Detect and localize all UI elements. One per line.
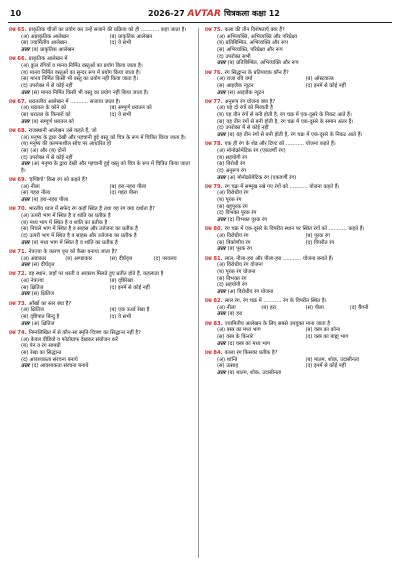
answer-label: उत्तर xyxy=(217,60,226,67)
answer-text: (ब) हरा-नहरा पीला xyxy=(31,197,69,204)
question-text: भारतीय ध्वज में सफेद रंग कहाँ स्थित है तथा यह रंग क्या दर्शाता है? xyxy=(28,206,155,213)
option-text: (द) विभक्त पूरक रंग xyxy=(217,210,257,217)
question-header xyxy=(9,56,195,63)
answer-line xyxy=(205,370,391,377)
question-header xyxy=(9,27,195,34)
options-list xyxy=(205,105,391,132)
question-text: ज्यामितीय आलेखन के लिए सबसे उपयुक्त माना जाता है xyxy=(224,320,330,327)
question-number: प्रश्न 76. xyxy=(205,69,223,76)
question-text: रंग चक्र में एक-दूसरे के विपरीत स्थान पर स्थित रंगों को ........... कहते हैं। xyxy=(224,226,365,233)
answer-line xyxy=(9,240,195,247)
question-number: प्रश्न 73. xyxy=(9,300,27,307)
question-number: प्रश्न 65. xyxy=(9,27,27,33)
answer-line xyxy=(205,60,391,67)
answer-label: उत्तर xyxy=(21,291,30,298)
option-text: (अ) विरोधीय रंग xyxy=(217,233,249,239)
option-text: (स) ज्यामितीय आलेखन xyxy=(21,40,67,47)
question-header xyxy=(9,128,195,135)
options-list xyxy=(9,63,195,90)
answer-line xyxy=(9,119,195,126)
question-number: प्रश्न 74. xyxy=(9,329,27,336)
question-number: प्रश्न 69. xyxy=(9,177,27,184)
answer-label: उत्तर xyxy=(21,46,30,53)
answer-text: (अ) विरोधीय रंग योजना xyxy=(227,288,274,295)
answer-line xyxy=(9,363,195,370)
question-text: लाल रंग, रंग चक्र में ........... रंग के विपरीत स्थित है। xyxy=(224,298,327,305)
option-text: (द) इनमें से कोई नहीं xyxy=(305,363,346,370)
question-block xyxy=(9,99,195,126)
option-text: (स) निचले भाग में स्थित है व साहस और उत्तेजना का प्रतीक है xyxy=(21,226,138,233)
page-number: 10 xyxy=(10,9,22,18)
answer-label: उत्तर xyxy=(217,311,226,318)
question-text: रंग चक्र में सम्मुख रखे गए रंगों को ........... योजना कहते हैं। xyxy=(224,183,340,190)
option-text: (स) आइज़ैक न्यूटन xyxy=(217,82,254,89)
option-text: (द) गहरा पीला xyxy=(109,190,138,197)
question-text: एक ही रंग के शेड और टिण्ट को ........... योजना कहते हैं। xyxy=(224,141,336,148)
question-header xyxy=(205,226,391,233)
answer-label: उत्तर xyxy=(21,262,30,269)
answer-line xyxy=(9,161,195,174)
option-text: (स) (अ) और (ब) दोनों xyxy=(21,147,66,154)
option-text: (अ) ऊपरी भाग में स्थित है व शांति का प्रतीक है xyxy=(21,213,111,220)
answer-line xyxy=(205,289,391,296)
answer-label: उत्तर xyxy=(21,239,30,246)
question-header xyxy=(205,350,391,357)
answer-label: उत्तर xyxy=(217,132,226,139)
option-text: (अ) नेत्रज्या xyxy=(21,278,44,285)
options-list xyxy=(9,34,195,47)
answer-text: (द) वस्त्र का मध्य भाग xyxy=(227,340,271,347)
question-text: प्राकृतिक आलेखन में xyxy=(28,56,68,63)
options-list xyxy=(205,305,391,312)
question-block xyxy=(205,70,391,97)
question-number: प्रश्न 82. xyxy=(205,298,223,305)
question-number: प्रश्न 71. xyxy=(9,248,27,255)
question-text: वह स्थान, जहाँ पर धरती व आकाश मिलते हुए प्रतीत होते हैं, कहलाता है xyxy=(28,271,164,278)
options-list xyxy=(9,213,195,240)
option-text: (अ) अभिव्यक्ति, अभिव्यक्ति और परिप्रेक्ष्य xyxy=(217,33,297,40)
question-text: अनुरूप रंग योजना क्या है? xyxy=(224,98,276,105)
question-header xyxy=(205,141,391,148)
options-list xyxy=(205,233,391,246)
option-text: (द) ये सभी xyxy=(109,314,132,320)
option-text: (अ) क्षितिज xyxy=(21,307,44,314)
answer-label: उत्तर xyxy=(217,340,226,347)
option-text: (स) त्रिकोणीय रंग xyxy=(217,239,251,246)
answer-label: उत्तर xyxy=(217,89,226,96)
option-text: (ब) मातम, शोक, उदासीनता xyxy=(305,356,360,363)
answer-line xyxy=(205,217,391,224)
question-block xyxy=(205,321,391,348)
option-text: (ब) प्राकृतिक आलेखन xyxy=(109,33,153,40)
question-block xyxy=(205,141,391,181)
question-number: प्रश्न 78. xyxy=(205,141,223,148)
option-text: (द) इनमें से कोई नहीं xyxy=(109,284,150,291)
option-text: (ब) हरा xyxy=(261,304,277,311)
answer-text: (स) आइज़ैक न्यूटन xyxy=(227,89,265,96)
option-text: (द) ऊपरी भाग में स्थित है व साहस और उत्तेजना का प्रतीक है xyxy=(21,233,137,239)
right-column xyxy=(205,27,391,379)
answer-text: (स) मानव निर्मित किसी भी वस्तु का प्रयोग नहीं किया जाता है। xyxy=(31,89,149,96)
option-text: (ब) सहयोगी रंग xyxy=(217,154,248,161)
answer-text: (ब) प्रतिबिम्बित, अभिव्यक्ति और रूप xyxy=(227,60,299,67)
question-number: प्रश्न 67. xyxy=(9,98,27,105)
answer-label: उत्तर xyxy=(217,288,226,295)
question-block xyxy=(205,184,391,224)
answer-line xyxy=(205,341,391,348)
question-header xyxy=(205,298,391,305)
options-list xyxy=(205,327,391,340)
answer-line xyxy=(9,262,195,269)
option-text: (ब) प्रतिबिम्बित, अभिव्यक्ति और रूप xyxy=(217,40,288,47)
question-number: प्रश्न 66. xyxy=(9,56,27,63)
options-list xyxy=(205,34,391,61)
option-text: (द) उपरोक्त सभी xyxy=(217,53,251,60)
answer-text: (ब) प्राकृतिक आलेखन xyxy=(31,46,75,53)
option-text: (स) अभिव्यक्ति, परिप्रेक्ष्य और रूप xyxy=(217,46,283,53)
question-number: प्रश्न 83. xyxy=(205,320,223,327)
header-year: 2026-27 xyxy=(148,9,185,18)
question-block xyxy=(9,301,195,328)
option-text: (ब) मानव निर्मित वस्तुओं का सुन्दर रूप में प्रयोग किया जाता है। xyxy=(21,69,141,76)
option-text: (स) दीर्घवृत्त xyxy=(109,255,133,262)
option-text: (अ) मोनोक्रोमेटिक रंग (एकवर्णी रंग) xyxy=(217,147,286,154)
option-text: (स) पीला xyxy=(305,304,324,311)
option-text: (द) इनमें से कोई नहीं xyxy=(305,82,346,89)
option-text: (स) दृष्टिपात बिन्दु है xyxy=(21,314,60,320)
option-text: (स) वस्त्र के किनारे xyxy=(217,333,253,340)
question-text: लाल, नीला-हरा और पीला-हरा ........... योजना बनाते हैं। xyxy=(224,255,334,262)
question-block xyxy=(9,177,195,204)
option-text: (अ) नीला xyxy=(217,304,236,311)
option-text: (द) ये सभी xyxy=(109,40,132,47)
option-text: (द) सहयोगी रंग xyxy=(217,282,248,289)
option-text: (अ) शान्ति xyxy=(217,356,238,363)
answer-label: उत्तर xyxy=(217,174,226,181)
question-header xyxy=(205,27,391,34)
question-block xyxy=(9,249,195,269)
option-text: (ब) पूरक रंग xyxy=(305,233,330,239)
answer-line xyxy=(205,246,391,253)
question-number: प्रश्न 72. xyxy=(9,271,27,278)
option-text: (ब) दृष्टिरेखा xyxy=(109,278,133,285)
answer-label: उत्तर xyxy=(21,89,30,96)
question-header xyxy=(9,249,195,256)
answer-text: (ब) पूरक रंग xyxy=(227,246,252,253)
question-block xyxy=(205,27,391,67)
question-block xyxy=(9,271,195,298)
option-text: (द) ये सभी xyxy=(109,112,132,119)
option-text: (अ) कुल रंगियों व मानव निर्मित वस्तुओं का प्रयोग किया जाता है। xyxy=(21,62,143,69)
option-text: (अ) विरोधीय रंग योजना xyxy=(217,262,263,269)
answer-text: (ब) हरा xyxy=(227,311,243,318)
question-block xyxy=(9,128,195,175)
answer-label: उत्तर xyxy=(217,246,226,253)
answer-text: (अ) क्षितिज xyxy=(31,320,55,327)
question-block xyxy=(9,206,195,246)
options-list xyxy=(9,337,195,364)
option-text: (द) परवलय xyxy=(153,255,177,262)
question-number: प्रश्न 81. xyxy=(205,255,223,262)
option-text: (ब) मनुष्य की कल्पनाशील सोच पर आधारित हो xyxy=(21,141,112,148)
option-text: (स) धरातल के किनारों को xyxy=(21,112,71,119)
options-list xyxy=(9,105,195,118)
option-text: (ब) ओस्टवाल्ड xyxy=(305,76,334,83)
question-number: प्रश्न 84. xyxy=(205,349,223,356)
option-text: (अ) नीला xyxy=(21,183,40,190)
option-text: (अ) विरोधीय रंग xyxy=(217,190,249,197)
option-text: (अ) अंडाकार xyxy=(21,255,47,262)
option-text: (ब) हरा-नहरा पीला xyxy=(109,183,147,190)
question-block xyxy=(205,298,391,318)
answer-line xyxy=(9,321,195,328)
options-list xyxy=(205,148,391,175)
question-text: नेत्रज्या के कारण वृत्त को कैसा बनाया जाता है? xyxy=(28,248,118,255)
question-block xyxy=(9,330,195,370)
header-rule xyxy=(8,22,392,23)
option-text: (अ) यह दो रंगों को मिलाती है xyxy=(217,105,273,112)
option-text: (स) रेखा का सिद्धान्त xyxy=(21,349,62,356)
answer-label: उत्तर xyxy=(21,197,30,204)
question-block xyxy=(205,350,391,377)
option-text: (द) विपरीत रंग xyxy=(305,239,335,246)
header-subject: चित्रकला कक्षा 12 xyxy=(223,9,280,18)
question-text: निम्नलिखित में से कौन-सा स्मृति-चित्रण का सिद्धान्त नहीं है? xyxy=(28,329,141,336)
option-text: (ब) मध्य भाग में स्थित है व शांति का प्रतीक है xyxy=(21,219,108,226)
answer-text: (द) विभक्त पूरक रंग xyxy=(227,217,268,224)
question-block xyxy=(205,226,391,253)
answer-label: उत्तर xyxy=(217,217,226,224)
answer-text: (ब) मध्य भाग में स्थित है व शांति का प्रतीक है xyxy=(31,239,118,246)
question-number: प्रश्न 70. xyxy=(9,206,27,213)
option-text: (स) क्षितिज xyxy=(21,284,44,291)
option-text: (अ) धरातल के कोने को xyxy=(21,105,67,112)
option-text: (स) मानव निर्मित किसी भी वस्तु का प्रयोग नहीं किया जाता है। xyxy=(21,76,138,83)
question-header xyxy=(9,330,195,337)
option-text: (अ) केवल वीडियो व फोटोग्राफ देखकर संयोजन करें xyxy=(21,336,118,343)
answer-text: (ब) मातम, शोक, उदासीनता xyxy=(227,369,282,376)
answer-text: (ब) यह तीन रंगों से बनी होती है, रंग चक्र में एक-दूसरे के निकट आते हैं। xyxy=(227,132,363,139)
option-text: (स) गहरा नीला xyxy=(21,190,51,197)
answer-line xyxy=(9,291,195,298)
option-text: (ब) अण्डाकार xyxy=(65,255,92,262)
option-text: (द) आवश्यकता संरचना बनाये xyxy=(21,356,78,363)
question-text: काला रंग किसका प्रतीक है? xyxy=(224,349,278,356)
question-text: धरातलीय आलेखन में ........... सजाया जाता है। xyxy=(28,98,121,105)
option-text: (द) उपरोक्त में से कोई नहीं xyxy=(217,125,269,132)
question-header xyxy=(205,321,391,328)
question-text: राजस्थानी आलेखन उसे कहते हैं, जो xyxy=(28,127,97,134)
header-title xyxy=(148,8,280,19)
question-text: कला की तीन विशेषताएँ क्या हैं? xyxy=(224,27,285,33)
answer-text: (स) क्षितिज xyxy=(31,291,54,298)
answer-line xyxy=(9,90,195,97)
option-text: (द) बैंगनी xyxy=(349,304,369,311)
question-text: रंग सिद्धान्त के प्रतिपादक कौन हैं? xyxy=(224,69,289,76)
option-text: (स) बहुपूरक रंग xyxy=(217,203,248,210)
option-text: (द) अनुरूप रंग xyxy=(217,167,246,174)
answer-line xyxy=(205,311,391,318)
question-number: प्रश्न 79. xyxy=(205,183,223,190)
option-text: (ब) पेन व रंग सामग्री xyxy=(21,343,61,350)
option-text: (द) उपरोक्त में से कोई नहीं xyxy=(21,82,73,89)
option-text: (द) वस्त्र का बाह्य भाग xyxy=(305,333,349,340)
answer-label: उत्तर xyxy=(21,161,30,168)
column-divider xyxy=(198,28,199,558)
page-header xyxy=(0,0,400,24)
question-number: प्रश्न 75. xyxy=(205,27,223,33)
option-text: (स) विभक्त रंग xyxy=(217,275,247,282)
answer-line xyxy=(205,90,391,97)
answer-line xyxy=(205,132,391,139)
options-list xyxy=(205,357,391,370)
brand-logo: AVTAR xyxy=(187,9,222,19)
option-text: (अ) अप्राकृतिक आलेखन xyxy=(21,33,69,40)
question-text: आँखों का स्तर क्या है? xyxy=(28,300,72,307)
question-block xyxy=(9,56,195,96)
question-text: प्राकृतिक चीजों का प्रयोग कर उन्हें सजाने की प्रक्रिया को ही ........... कहा जाता है। xyxy=(28,27,187,33)
question-block xyxy=(205,99,391,139)
answer-line xyxy=(9,47,195,54)
answer-text: (ब) सम्पूर्ण धरातल को xyxy=(31,118,74,125)
options-list xyxy=(9,184,195,197)
options-list xyxy=(205,190,391,217)
option-text: (अ) वस्त्र का मध्य भाग xyxy=(217,327,261,334)
option-text: (ब) वस्त्र का कोना xyxy=(305,327,341,334)
question-block xyxy=(9,27,195,54)
answer-line xyxy=(205,175,391,182)
question-number: प्रश्न 80. xyxy=(205,226,223,233)
option-text: (अ) मनुष्य के द्वारा देखी और पहचानी हुई वस्तु को चित्र के रूप में चित्रित किया जाता है। xyxy=(21,134,186,141)
option-text: (स) उत्साह xyxy=(217,363,239,370)
answer-text: (द) आवश्यकता संरचना बनाये xyxy=(31,363,89,370)
option-text: (ब) पूरक रंग xyxy=(217,197,242,204)
option-text: (ब) पूरक रंग योजना xyxy=(217,268,256,275)
answer-text: (अ) मोनोक्रोमेटिक रंग (एकवर्णी रंग) xyxy=(227,174,297,181)
options-list xyxy=(9,135,195,162)
answer-label: उत्तर xyxy=(217,369,226,376)
question-text: 'इण्डिगो' किस रंग को कहते हैं? xyxy=(28,177,88,184)
option-text: (ब) एक ऊर्ध्व रेखा है xyxy=(109,307,150,314)
answer-text: (अ) मनुष्य के द्वारा देखी और पहचानी हुई वस्तु को चित्र के रूप में चित्रित किया जाता है। xyxy=(21,161,190,174)
answer-label: उत्तर xyxy=(21,118,30,125)
option-text: (ब) यह तीन रंगों से बनी होती है, रंग चक्र में एक-दूसरे के निकट आते हैं। xyxy=(217,112,352,119)
options-list xyxy=(9,278,195,291)
option-text: (स) यह तीन रंगों से बनी होती है, रंग चक्र में एक-दूसरे के समान अंतर हैं। xyxy=(217,118,354,125)
option-text: (द) उपरोक्त में से कोई नहीं xyxy=(21,154,73,161)
answer-text: (स) दीर्घवृत्त xyxy=(31,262,55,269)
option-text: (स) विरोधी रंग xyxy=(217,161,246,168)
question-header xyxy=(9,177,195,184)
option-text: (ब) सम्पूर्ण धरातल को xyxy=(109,105,152,112)
answer-label: उत्तर xyxy=(21,320,30,327)
question-block xyxy=(205,256,391,296)
answer-line xyxy=(9,197,195,204)
options-list xyxy=(9,307,195,320)
options-list xyxy=(205,262,391,289)
left-column xyxy=(9,27,195,372)
question-number: प्रश्न 77. xyxy=(205,98,223,105)
question-number: प्रश्न 68. xyxy=(9,127,27,134)
answer-label: उत्तर xyxy=(21,363,30,370)
option-text: (अ) राजा रवि वर्मा xyxy=(217,76,253,83)
options-list xyxy=(205,76,391,89)
